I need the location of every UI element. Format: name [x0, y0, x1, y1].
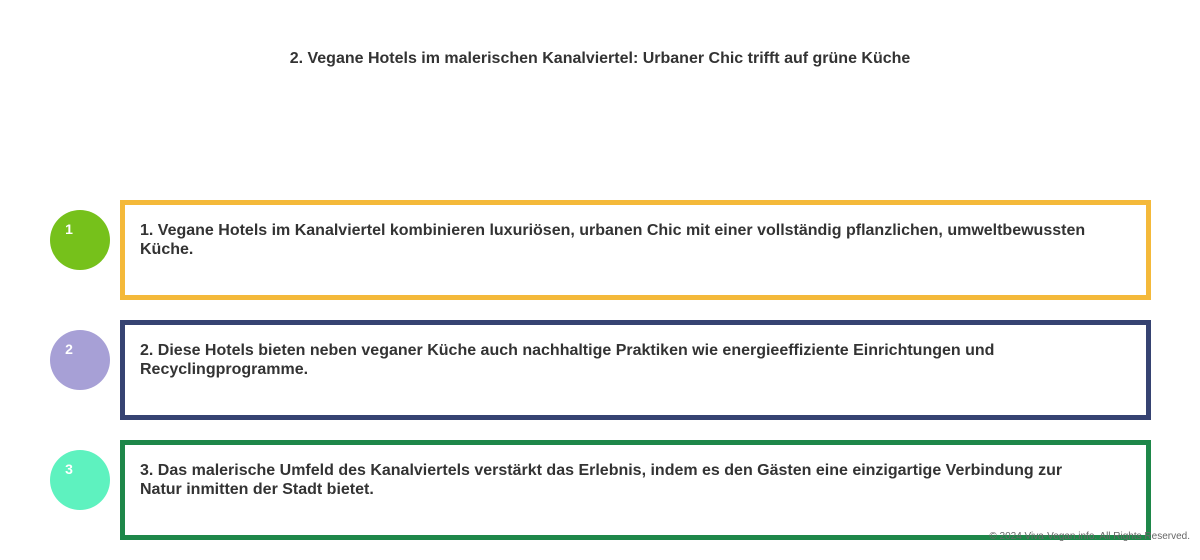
step-text: 3. Das malerische Umfeld des Kanalviertels verstärkt das Erlebnis, indem es den Gästen eine einzigartige Verbindung zur Natur inmitten der Stadt bietet.	[140, 462, 1063, 498]
step-text: 2. Diese Hotels bieten neben veganer Küche auch nachhaltige Praktiken wie energieeffiziente Einrichtungen und Recyclingprogramme.	[140, 342, 995, 378]
step-number-circle	[50, 330, 110, 390]
list-item	[0, 320, 1200, 420]
step-number: 3	[65, 461, 73, 477]
step-number: 1	[65, 221, 73, 237]
step-number-circle	[50, 450, 110, 510]
diagram-title: 2. Vegane Hotels im malerischen Kanalviertel: Urbaner Chic trifft auf grüne Küche	[289, 50, 911, 67]
step-number: 2	[65, 341, 73, 357]
list-item	[0, 440, 1200, 540]
step-box	[120, 440, 1151, 540]
copyright-footer: © 2024 Viva-Vegan.info. All Rights Reserved.	[989, 531, 1190, 542]
step-box	[120, 320, 1151, 420]
step-number-circle	[50, 210, 110, 270]
list-item	[0, 200, 1200, 300]
step-box	[120, 200, 1151, 300]
step-text: 1. Vegane Hotels im Kanalviertel kombinieren luxuriösen, urbanen Chic mit einer vollständig pflanzlichen, umweltbewussten Küche.	[140, 222, 1086, 258]
